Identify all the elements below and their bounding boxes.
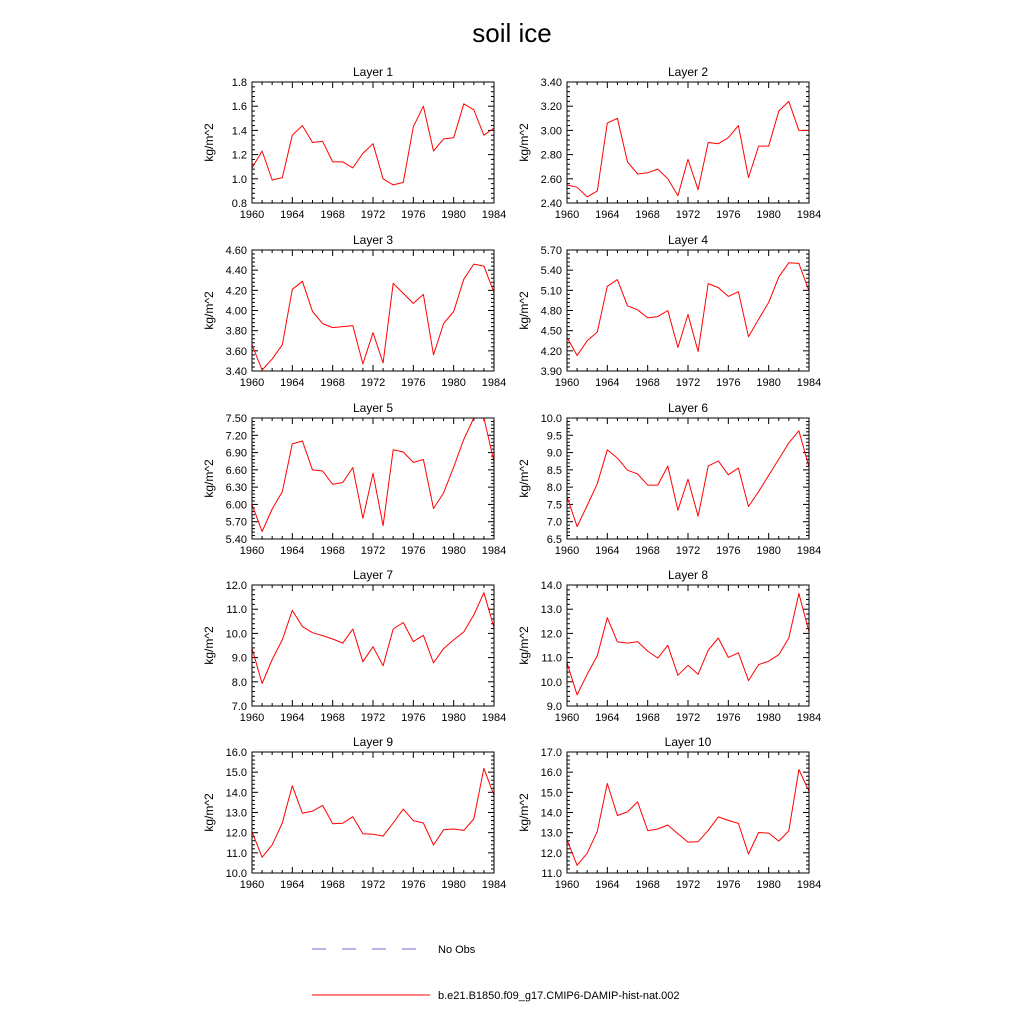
panel-title: Layer 10: [664, 735, 712, 749]
legend-model-label: b.e21.B1850.f09_g17.CMIP6-DAMIP-hist-nat.002: [438, 990, 680, 1002]
panel-title: Layer 5: [352, 401, 394, 415]
y-tick-label: 10.0: [540, 676, 562, 689]
y-tick-label: 7.0: [546, 516, 562, 529]
panel-title: Layer 6: [667, 401, 709, 415]
x-tick-label: 1964: [595, 879, 620, 891]
x-tick-label: 1980: [441, 712, 466, 724]
chart-panel-9: [202, 735, 506, 891]
y-tick-label: 7.50: [225, 413, 247, 425]
series-line: [567, 263, 809, 356]
y-tick-label: 3.00: [540, 125, 562, 138]
series-line: [252, 593, 494, 684]
x-tick-label: 1984: [796, 879, 822, 891]
y-axis-label: kg/m^2: [517, 123, 531, 162]
y-tick-label: 2.40: [540, 198, 562, 210]
x-tick-label: 1964: [595, 545, 620, 557]
y-tick-label: 12.0: [225, 827, 247, 840]
x-tick-label: 1976: [401, 712, 426, 724]
y-tick-label: 14.0: [540, 807, 562, 820]
y-tick-label: 9.0: [546, 447, 562, 460]
x-tick-label: 1972: [675, 209, 701, 221]
x-tick-label: 1972: [675, 879, 701, 891]
x-tick-label: 1976: [716, 209, 741, 221]
chart-panel-7: [202, 568, 506, 724]
y-tick-label: 7.5: [546, 499, 562, 512]
x-tick-label: 1964: [595, 712, 620, 724]
y-tick-label: 4.20: [225, 285, 247, 298]
y-tick-label: 2.60: [540, 173, 562, 186]
y-axis-label: kg/m^2: [517, 793, 531, 832]
y-tick-label: 11.0: [541, 652, 562, 665]
y-tick-label: 2.80: [540, 149, 562, 162]
x-tick-label: 1972: [360, 377, 386, 389]
y-tick-label: 4.00: [225, 305, 247, 318]
y-axis-label: kg/m^2: [517, 291, 531, 330]
chart-panel-10: [517, 735, 821, 891]
x-tick-label: 1984: [481, 879, 507, 891]
plot-frame: [252, 752, 494, 873]
y-tick-label: 13.0: [225, 807, 247, 820]
x-tick-label: 1968: [635, 879, 660, 891]
x-tick-label: 1976: [716, 712, 741, 724]
y-axis-label: kg/m^2: [202, 793, 216, 832]
chart-panel-6: [517, 401, 821, 557]
y-tick-label: 3.80: [225, 325, 247, 338]
x-tick-label: 1960: [554, 209, 580, 221]
y-tick-label: 12.0: [225, 580, 247, 592]
y-tick-label: 10.0: [225, 628, 247, 641]
y-tick-label: 8.0: [231, 676, 247, 689]
x-tick-label: 1984: [796, 545, 822, 557]
y-tick-label: 15.0: [225, 767, 247, 780]
x-tick-label: 1968: [635, 712, 660, 724]
y-tick-label: 1.6: [231, 101, 247, 114]
y-tick-label: 1.8: [231, 77, 247, 89]
x-tick-label: 1976: [401, 545, 426, 557]
x-tick-label: 1972: [675, 545, 701, 557]
y-tick-label: 6.00: [225, 499, 247, 512]
y-tick-label: 3.20: [540, 101, 562, 114]
y-tick-label: 12.0: [540, 847, 562, 860]
y-axis-label: kg/m^2: [202, 459, 216, 498]
panel-title: Layer 3: [352, 233, 394, 247]
x-tick-label: 1976: [716, 545, 741, 557]
series-line: [252, 418, 494, 532]
x-tick-label: 1984: [481, 209, 507, 221]
x-tick-label: 1968: [320, 879, 345, 891]
x-tick-label: 1976: [716, 377, 741, 389]
y-tick-label: 1.0: [231, 173, 247, 186]
x-tick-label: 1964: [280, 377, 305, 389]
y-tick-label: 6.90: [225, 447, 247, 460]
y-tick-label: 3.40: [540, 77, 562, 89]
y-tick-label: 13.0: [540, 604, 562, 617]
chart-panel-1: [202, 65, 506, 221]
y-tick-label: 1.4: [231, 125, 247, 138]
x-tick-label: 1980: [441, 879, 466, 891]
x-tick-label: 1984: [796, 712, 822, 724]
y-tick-label: 16.0: [225, 747, 247, 759]
x-tick-label: 1972: [360, 545, 386, 557]
y-tick-label: 8.5: [546, 464, 562, 477]
series-line: [252, 768, 494, 857]
x-tick-label: 1980: [441, 209, 466, 221]
y-tick-label: 5.10: [540, 285, 562, 298]
y-tick-label: 4.80: [540, 305, 562, 318]
y-axis-label: kg/m^2: [202, 291, 216, 330]
x-tick-label: 1960: [239, 712, 265, 724]
y-tick-label: 9.5: [546, 430, 562, 443]
x-tick-label: 1964: [280, 545, 305, 557]
x-tick-label: 1960: [554, 545, 580, 557]
x-tick-label: 1976: [401, 209, 426, 221]
y-tick-label: 14.0: [225, 787, 247, 800]
y-tick-label: 11.0: [541, 868, 562, 880]
y-tick-label: 5.40: [540, 265, 562, 278]
y-axis-label: kg/m^2: [202, 626, 216, 665]
x-tick-label: 1968: [635, 377, 660, 389]
x-tick-label: 1964: [595, 377, 620, 389]
x-tick-label: 1968: [320, 209, 345, 221]
x-tick-label: 1968: [635, 545, 660, 557]
y-tick-label: 8.0: [546, 482, 562, 495]
chart-panel-5: [202, 401, 506, 557]
y-tick-label: 6.5: [546, 534, 562, 546]
y-tick-label: 7.20: [225, 430, 247, 443]
y-tick-label: 14.0: [540, 580, 562, 592]
x-tick-label: 1960: [239, 545, 265, 557]
series-line: [567, 101, 809, 196]
plot-frame: [252, 585, 494, 706]
panel-title: Layer 7: [352, 568, 394, 582]
x-tick-label: 1972: [675, 377, 701, 389]
x-tick-label: 1984: [796, 209, 822, 221]
chart-panel-4: [517, 233, 821, 389]
x-tick-label: 1976: [716, 879, 741, 891]
x-tick-label: 1980: [756, 209, 781, 221]
y-tick-label: 15.0: [540, 787, 562, 800]
x-tick-label: 1980: [756, 545, 781, 557]
legend-obs-label: No Obs: [438, 944, 476, 956]
y-tick-label: 13.0: [540, 827, 562, 840]
plot-frame: [567, 752, 809, 873]
chart-panel-2: [517, 65, 821, 221]
x-tick-label: 1980: [756, 377, 781, 389]
plot-frame: [567, 82, 809, 203]
y-tick-label: 4.20: [540, 345, 562, 358]
x-tick-label: 1964: [280, 712, 305, 724]
y-tick-label: 5.70: [540, 245, 562, 257]
x-tick-label: 1964: [595, 209, 620, 221]
panel-title: Layer 1: [352, 65, 394, 79]
y-tick-label: 4.40: [225, 265, 247, 278]
y-tick-label: 6.60: [225, 464, 247, 477]
x-tick-label: 1960: [554, 879, 580, 891]
x-tick-label: 1984: [796, 377, 822, 389]
y-tick-label: 17.0: [540, 747, 562, 759]
x-tick-label: 1980: [441, 545, 466, 557]
y-tick-label: 11.0: [226, 604, 247, 617]
x-tick-label: 1968: [320, 545, 345, 557]
y-tick-label: 12.0: [540, 628, 562, 641]
plot-frame: [567, 585, 809, 706]
chart-panel-8: [517, 568, 821, 724]
y-tick-label: 11.0: [226, 847, 247, 860]
y-tick-label: 16.0: [540, 767, 562, 780]
y-tick-label: 5.70: [225, 516, 247, 529]
figure-title: soil ice: [472, 18, 552, 48]
panel-title: Layer 4: [667, 233, 709, 247]
y-tick-label: 3.60: [225, 345, 247, 358]
y-axis-label: kg/m^2: [202, 123, 216, 162]
x-tick-label: 1960: [554, 377, 580, 389]
x-tick-label: 1976: [401, 879, 426, 891]
series-line: [567, 431, 809, 527]
x-tick-label: 1968: [320, 712, 345, 724]
y-axis-label: kg/m^2: [517, 626, 531, 665]
x-tick-label: 1964: [280, 209, 305, 221]
x-tick-label: 1984: [481, 545, 507, 557]
series-line: [567, 594, 809, 695]
x-tick-label: 1980: [441, 377, 466, 389]
x-tick-label: 1960: [239, 209, 265, 221]
x-tick-label: 1984: [481, 712, 507, 724]
x-tick-label: 1980: [756, 712, 781, 724]
y-axis-label: kg/m^2: [517, 459, 531, 498]
plot-frame: [252, 82, 494, 203]
y-tick-label: 0.8: [231, 198, 247, 210]
series-line: [252, 104, 494, 185]
x-tick-label: 1980: [756, 879, 781, 891]
x-tick-label: 1968: [320, 377, 345, 389]
y-tick-label: 9.0: [546, 701, 562, 713]
y-tick-label: 4.60: [225, 245, 247, 257]
series-line: [252, 264, 494, 370]
x-tick-label: 1960: [239, 377, 265, 389]
y-tick-label: 9.0: [231, 652, 247, 665]
plot-frame: [252, 418, 494, 539]
x-tick-label: 1968: [635, 209, 660, 221]
panel-grid: [202, 65, 821, 891]
y-tick-label: 10.0: [540, 413, 562, 425]
y-tick-label: 1.2: [231, 149, 247, 162]
panel-title: Layer 2: [667, 65, 709, 79]
x-tick-label: 1976: [401, 377, 426, 389]
y-tick-label: 3.40: [225, 366, 247, 378]
x-tick-label: 1972: [360, 209, 386, 221]
panel-title: Layer 9: [352, 735, 394, 749]
x-tick-label: 1972: [360, 879, 386, 891]
y-tick-label: 6.30: [225, 482, 247, 495]
x-tick-label: 1964: [280, 879, 305, 891]
x-tick-label: 1960: [554, 712, 580, 724]
series-line: [567, 770, 809, 866]
legend: [312, 944, 680, 1002]
y-tick-label: 5.40: [225, 534, 247, 546]
x-tick-label: 1972: [360, 712, 386, 724]
y-tick-label: 4.50: [540, 325, 562, 338]
x-tick-label: 1984: [481, 377, 507, 389]
plot-frame: [567, 418, 809, 539]
y-tick-label: 3.90: [540, 366, 562, 378]
chart-panel-3: [202, 233, 506, 389]
y-tick-label: 7.0: [231, 701, 247, 713]
panel-title: Layer 8: [667, 568, 709, 582]
plot-frame: [567, 250, 809, 371]
x-tick-label: 1972: [675, 712, 701, 724]
x-tick-label: 1960: [239, 879, 265, 891]
y-tick-label: 10.0: [225, 868, 247, 880]
